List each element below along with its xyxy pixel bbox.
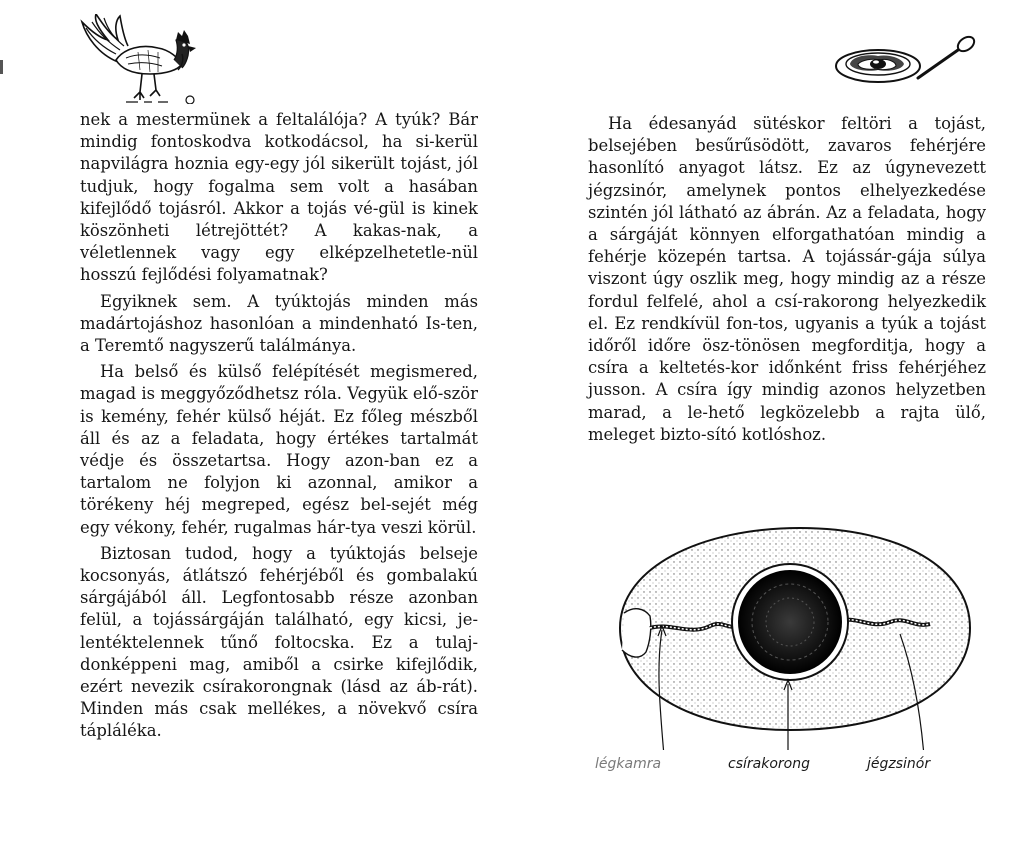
paragraph: Biztosan tudod, hogy a tyúktojás belseje kocsonyás, átlátszó fehérjéből és gombalakú sárgájából áll. Legfontosabb része azonban felül, a tojássárgáján található, egy kicsi, je-lentéktelennek tűnő foltocska. Ez a tulaj-donképpeni mag, amiből a csirke kifejlődik, ezért nevezik csírakorongnak (lásd az áb-rát). Minden más csak mellékes, a növekvő csíra tápláléka.: [80, 543, 478, 741]
label-air-cell: légkamra: [595, 756, 662, 772]
paragraph: Egyiknek sem. A tyúktojás minden más madártojáshoz hasonlóan a mindenható Is-ten, a Teremtő nagyszerű találmánya.: [80, 291, 478, 356]
label-chalaza: jégzsinór: [867, 756, 931, 772]
left-body-text: [80, 109, 478, 747]
paragraph: Ha belső és külső felépítését megismered, magad is meggyőződhetsz róla. Vegyük elő-ször is kemény, fehér külső héját. Ez főleg mészből áll és az a feladata, hogy értékes tartalmát védje és összetartsa. Hogy azon-ban ez a tartalom ne folyjon ki azonnal, amikor a törékeny héj megreped, egész bel-sejét még egy vékony, fehér, rugalmas hár-tya veszi körül.: [80, 362, 478, 537]
page-edge-mark: [0, 60, 3, 74]
label-germinal-disc: csírakorong: [728, 756, 810, 772]
fried-egg-plate-icon: [828, 34, 988, 94]
right-body-text: [588, 113, 986, 450]
rooster-icon: [78, 14, 203, 104]
paragraph: nek a mestermünek a feltalálója? A tyúk? Bár mindig fontoskodva kotkodácsol, ha si-kerül napvilágra hoznia egy-egy jól sikerült tojást, jól tudjuk, hogy fogalma sem volt a hasában kifejlődő tojásról. Akkor a tojás vé-gül is kinek köszönheti létrejöttét? A kakas-nak, a véletlennek vagy egy elképzelhetetle-nül hosszú fejlődési folyamatnak?: [80, 110, 478, 285]
paragraph: Ha édesanyád sütéskor feltöri a tojást, belsejében besűrűsödött, zavaros fehérjére hasonlító anyagot látsz. Ez az úgynevezett jégzsinór, amelynek pontos elhelyezkedése szintén jól látható az ábrán. Az a feladata, hogy a sárgáját könnyen elforgathatóan mindig a fehérje közepén tartsa. A tojássár-gája súlya viszont úgy oszlik meg, hogy mindig az a része fordul felfelé, ahol a csí-rakorong helyezkedik el. Ez rendkívül fon-tos, ugyanis a tyúk a tojást időről időre ösz-tönösen megforditja, hogy a csíra a keltetés-kor időnként friss fehérjéhez jusson. A csíra így mindig azonos helyzetben marad, a le-hető legközelebb a rajta ülő, meleget bizto-sító kotlóshoz.: [588, 114, 986, 444]
air-cell: [622, 609, 651, 657]
right-page: [510, 0, 1020, 851]
egg-cross-section-diagram: [600, 518, 980, 750]
